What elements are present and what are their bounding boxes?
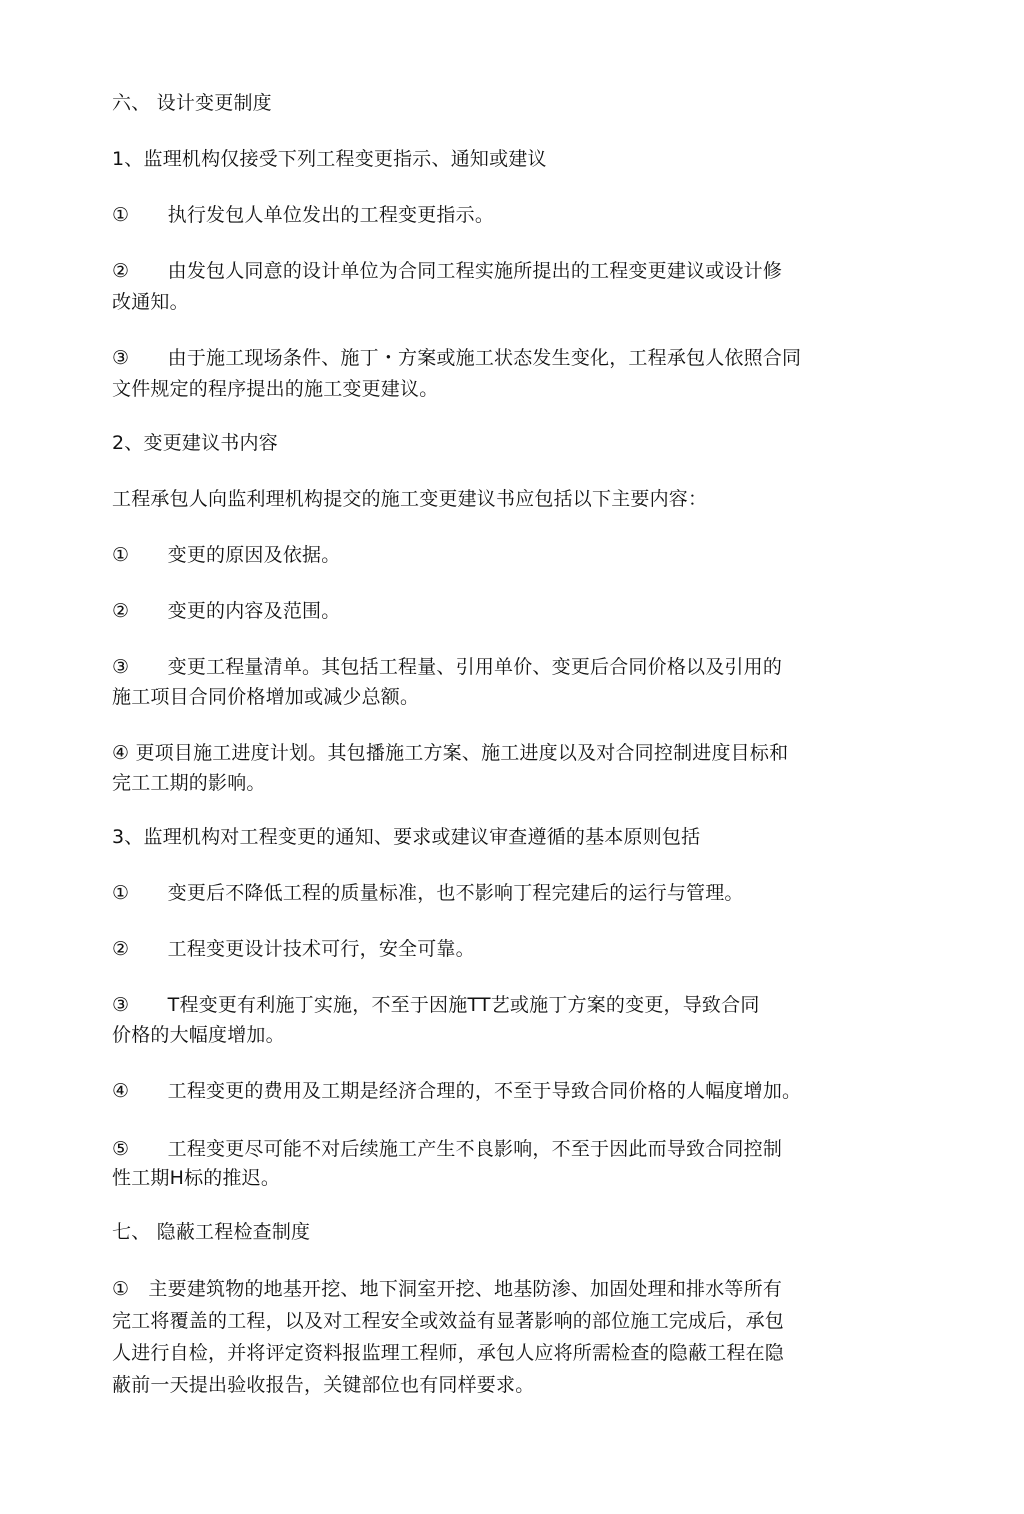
- paragraph-line: ① 变更后不降低工程的质量标准，也不影响丁程完建后的运行与管理。: [112, 882, 744, 904]
- paragraph-line: 蔽前一天提出验收报告，关键部位也有同样要求。: [112, 1374, 535, 1396]
- paragraph-line: 价格的大幅度增加。: [112, 1024, 285, 1046]
- paragraph-line: ② 由发包人同意的设计单位为合同工程实施所提出的工程变更建议或设计修: [112, 260, 783, 282]
- paragraph-line: ③ T程变更有利施丁实施，不至于因施TT艺或施丁方案的变更，导致合同: [112, 994, 760, 1016]
- paragraph-line: 施工项目合同价格增加或减少总额。: [112, 686, 420, 708]
- paragraph-line: 完工将覆盖的工程，以及对工程安全或效益有显著影响的部位施工完成后，承包: [112, 1310, 785, 1332]
- paragraph-line: 改通知。: [112, 291, 189, 313]
- paragraph-line: ③ 由于施工现场条件、施丁・方案或施工状态发生变化，工程承包人依照合同: [112, 347, 802, 369]
- paragraph-line: 完工工期的影响。: [112, 772, 266, 794]
- paragraph-line: ② 变更的内容及范围。: [112, 600, 341, 622]
- paragraph-line: 文件规定的程序提出的施工变更建议。: [112, 378, 439, 400]
- subheading-change-proposal-content: 2、变更建议书内容: [112, 432, 278, 454]
- section-heading-design-change: 六、 设计变更制度: [112, 92, 272, 114]
- paragraph-line: ④ 工程变更的费用及工期是经济合理的，不至于导致合同价格的人幅度增加。: [112, 1080, 802, 1102]
- paragraph-line: ① 执行发包人单位发出的工程变更指示。: [112, 204, 495, 226]
- subheading-review-principles: 3、监理机构对工程变更的通知、要求或建议审查遵循的基本原则包括: [112, 826, 701, 848]
- paragraph-line: 性工期H标的推迟。: [112, 1167, 281, 1189]
- paragraph-line: ① 变更的原因及依据。: [112, 544, 341, 566]
- paragraph-line: 工程承包人向监利理机构提交的施工变更建议书应包括以下主要内容：: [112, 488, 708, 510]
- subheading-change-instructions: 1、监理机构仅接受下列工程变更指示、通知或建议: [112, 148, 547, 170]
- paragraph-line: ① 主要建筑物的地基开挖、地下洞室开挖、地基防渗、加固处理和排水等所有: [112, 1278, 783, 1300]
- paragraph-line: ② 工程变更设计技术可行，安全可靠。: [112, 938, 475, 960]
- paragraph-line: 人进行自检，并将评定资料报监理工程师，承包人应将所需检查的隐蔽工程在隐: [112, 1342, 785, 1364]
- paragraph-line: ④ 更项目施工进度计划。其包播施工方案、施工进度以及对合同控制进度目标和: [112, 742, 789, 764]
- paragraph-line: ⑤ 工程变更尽可能不对后续施工产生不良影响，不至于因此而导致合同控制: [112, 1138, 783, 1160]
- paragraph-line: ③ 变更工程量清单。其包括工程量、引用单价、变更后合同价格以及引用的: [112, 656, 783, 678]
- section-heading-concealed-works: 七、 隐蔽工程检查制度: [112, 1221, 311, 1243]
